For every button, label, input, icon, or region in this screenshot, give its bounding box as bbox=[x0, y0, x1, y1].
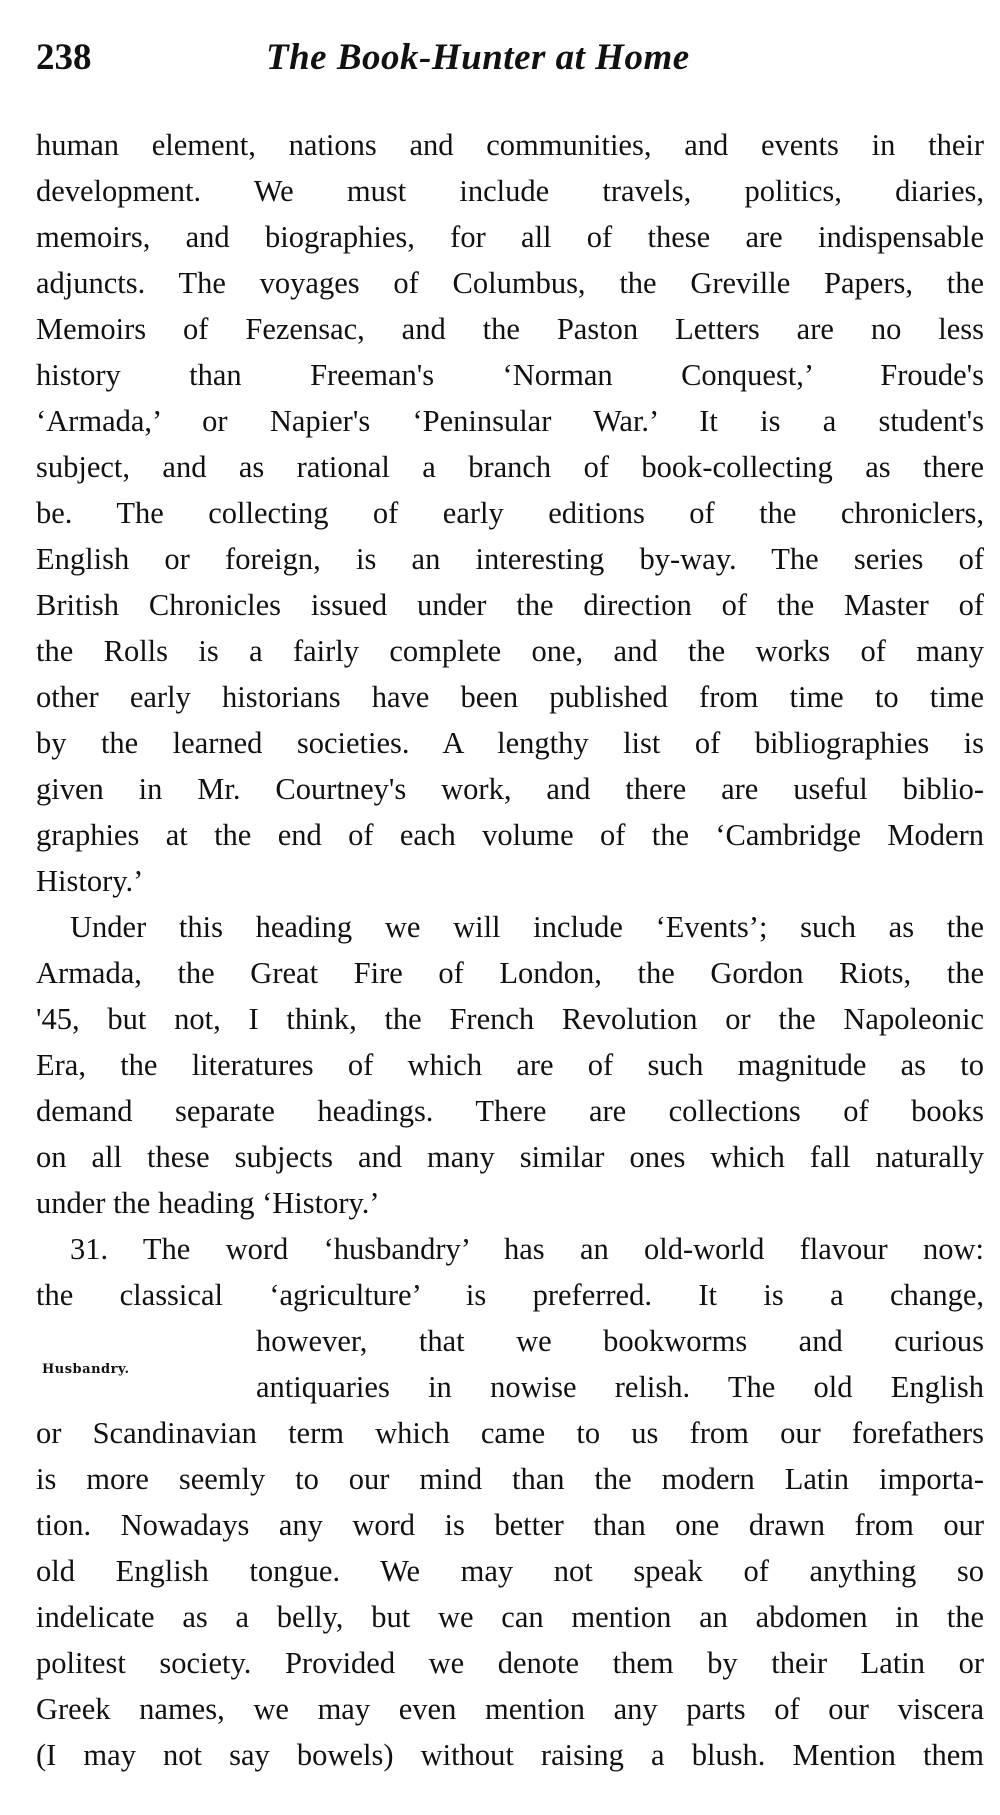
text-line: Armada, the Great Fire of London, the Gordon Riots, the bbox=[36, 956, 984, 990]
text-line: by the learned societies. A lengthy list of bibliographies is bbox=[36, 726, 984, 760]
text-line: given in Mr. Courtney's work, and there are useful biblio- bbox=[36, 772, 984, 806]
text-line: the classical ‘agriculture’ is preferred. It is a change, bbox=[36, 1278, 984, 1312]
text-line: Under this heading we will include ‘Events’; such as the bbox=[70, 910, 984, 944]
text-line: the Rolls is a fairly complete one, and the works of many bbox=[36, 634, 984, 668]
margin-note: Husbandry. bbox=[42, 1362, 130, 1377]
text-line: antiquaries in nowise relish. The old English bbox=[256, 1370, 984, 1404]
text-line: memoirs, and biographies, for all of these are indispensable bbox=[36, 220, 984, 254]
text-line: '45, but not, I think, the French Revolution or the Napoleonic bbox=[36, 1002, 984, 1036]
text-line: human element, nations and communities, and events in their bbox=[36, 128, 984, 162]
text-line: history than Freeman's ‘Norman Conquest,’ Froude's bbox=[36, 358, 984, 392]
body-text bbox=[36, 122, 984, 1778]
text-line: indelicate as a belly, but we can mention an abdomen in the bbox=[36, 1600, 984, 1634]
text-line: tion. Nowadays any word is better than one drawn from our bbox=[36, 1508, 984, 1542]
text-line: however, that we bookworms and curious bbox=[256, 1324, 984, 1358]
text-line: graphies at the end of each volume of the ‘Cambridge Modern bbox=[36, 818, 984, 852]
text-line: subject, and as rational a branch of book-collecting as there bbox=[36, 450, 984, 484]
text-line: politest society. Provided we denote them by their Latin or bbox=[36, 1646, 984, 1680]
text-line: adjuncts. The voyages of Columbus, the Greville Papers, the bbox=[36, 266, 984, 300]
text-line: Era, the literatures of which are of such magnitude as to bbox=[36, 1048, 984, 1082]
text-line: is more seemly to our mind than the modern Latin importa- bbox=[36, 1462, 984, 1496]
running-title: The Book-Hunter at Home bbox=[266, 37, 690, 78]
text-line: British Chronicles issued under the direction of the Master of bbox=[36, 588, 984, 622]
text-line: History.’ bbox=[36, 864, 144, 898]
text-line: ‘Armada,’ or Napier's ‘Peninsular War.’ It is a student's bbox=[36, 404, 984, 438]
text-line: 31. The word ‘husbandry’ has an old-world flavour now: bbox=[70, 1232, 984, 1266]
text-line: English or foreign, is an interesting by-way. The series of bbox=[36, 542, 984, 576]
text-line: Greek names, we may even mention any parts of our viscera bbox=[36, 1692, 984, 1726]
text-line: (I may not say bowels) without raising a blush. Mention them bbox=[36, 1738, 984, 1772]
text-line: development. We must include travels, politics, diaries, bbox=[36, 174, 984, 208]
text-line: demand separate headings. There are collections of books bbox=[36, 1094, 984, 1128]
text-line: other early historians have been published from time to time bbox=[36, 680, 984, 714]
page-header bbox=[36, 28, 984, 88]
text-line: old English tongue. We may not speak of anything so bbox=[36, 1554, 984, 1588]
text-line: or Scandinavian term which came to us from our forefathers bbox=[36, 1416, 984, 1450]
text-line: Memoirs of Fezensac, and the Paston Letters are no less bbox=[36, 312, 984, 346]
text-line: be. The collecting of early editions of the chroniclers, bbox=[36, 496, 984, 530]
page-number: 238 bbox=[36, 37, 92, 78]
text-line: on all these subjects and many similar ones which fall naturally bbox=[36, 1140, 984, 1174]
text-line: under the heading ‘History.’ bbox=[36, 1186, 380, 1220]
